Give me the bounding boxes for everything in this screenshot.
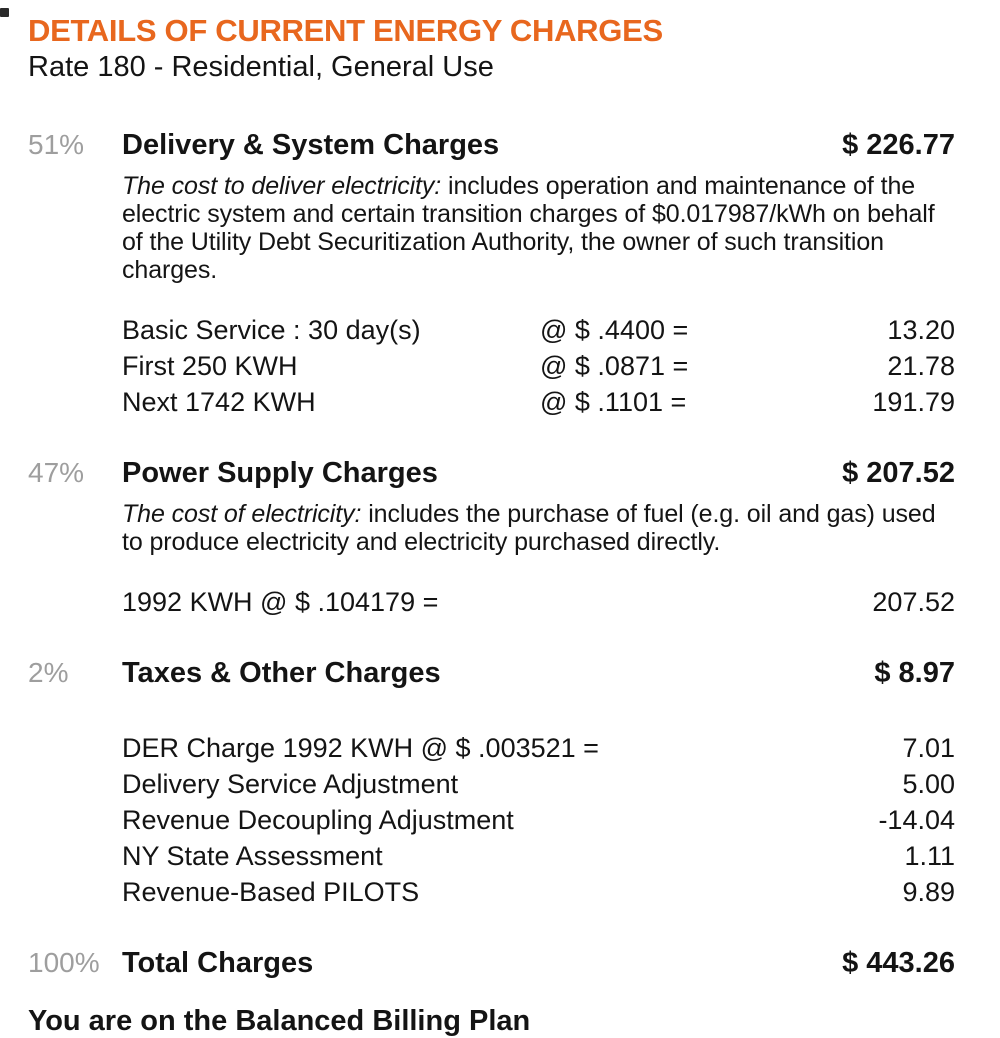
total-charges-row [28, 946, 955, 980]
line-items [122, 730, 955, 910]
section-title: Power Supply Charges [122, 457, 438, 489]
line-item [122, 874, 955, 910]
line-item-value: 9.89 [902, 877, 955, 907]
line-item-rate: @ $ .1101 = [540, 387, 687, 417]
line-item [122, 730, 955, 766]
section-title: Taxes & Other Charges [122, 657, 441, 689]
description-rest: includes operation and maintenance of the electric system and certain transition charges of $0.017987/kWh on behalf of the Utility Debt Securitization Authority, the owner of such transition charges. [122, 172, 935, 284]
line-item [122, 348, 955, 384]
total-title: Total Charges [122, 947, 314, 979]
description-lead-italic: The cost to deliver electricity: [122, 172, 442, 200]
charge-section [28, 656, 955, 910]
section-percent: 47% [28, 457, 85, 488]
line-item-label: NY State Assessment [122, 841, 383, 871]
line-item-rate: @ $ .4400 = [540, 315, 689, 345]
line-item-label: Revenue Decoupling Adjustment [122, 805, 514, 835]
line-item [122, 384, 955, 420]
line-item-label: Basic Service : 30 day(s) [122, 315, 421, 345]
rate-subtitle: Rate 180 - Residential, General Use [28, 51, 494, 83]
charge-sections [28, 128, 955, 910]
line-items [122, 584, 955, 620]
total-percent: 100% [28, 947, 100, 978]
line-item-label: Delivery Service Adjustment [122, 769, 459, 799]
charge-section [28, 128, 955, 420]
section-amount: $ 8.97 [874, 657, 955, 689]
section-title: Delivery & System Charges [122, 129, 500, 161]
line-item-value: 13.20 [887, 315, 955, 345]
page-title: DETAILS OF CURRENT ENERGY CHARGES [28, 13, 663, 48]
charge-section [28, 456, 955, 620]
description-lead-italic: The cost of electricity: [122, 500, 362, 528]
line-item-label: Next 1742 KWH [122, 387, 316, 417]
line-item-value: 207.52 [872, 587, 955, 617]
line-item [122, 312, 955, 348]
total-amount: $ 443.26 [842, 947, 955, 979]
line-item-rate: @ $ .0871 = [540, 351, 689, 381]
section-amount: $ 226.77 [842, 129, 955, 161]
line-item-value: 21.78 [887, 351, 955, 381]
line-item-value: 1.11 [904, 841, 955, 871]
line-item [122, 584, 955, 620]
line-item-label: DER Charge 1992 KWH @ $ .003521 = [122, 733, 599, 763]
line-item-label: Revenue-Based PILOTS [122, 877, 420, 907]
section-description [122, 500, 955, 556]
line-item [122, 802, 955, 838]
section-percent: 51% [28, 129, 85, 160]
line-item-label: 1992 KWH @ $ .104179 = [122, 587, 439, 617]
line-item-value: -14.04 [878, 805, 955, 835]
balanced-billing-note-cutoff: You are on the Balanced Billing Plan [28, 1005, 531, 1037]
line-items [122, 312, 955, 420]
description-rest: includes the purchase of fuel (e.g. oil and gas) used to produce electricity and electricity purchased directly. [122, 500, 936, 556]
line-item [122, 838, 955, 874]
section-description [122, 172, 955, 284]
line-item-label: First 250 KWH [122, 351, 298, 381]
section-amount: $ 207.52 [842, 457, 955, 489]
scan-artifact-mark [0, 8, 9, 17]
line-item [122, 766, 955, 802]
section-percent: 2% [28, 657, 69, 688]
line-item-value: 7.01 [902, 733, 955, 763]
line-item-value: 191.79 [872, 387, 955, 417]
line-item-value: 5.00 [902, 769, 955, 799]
